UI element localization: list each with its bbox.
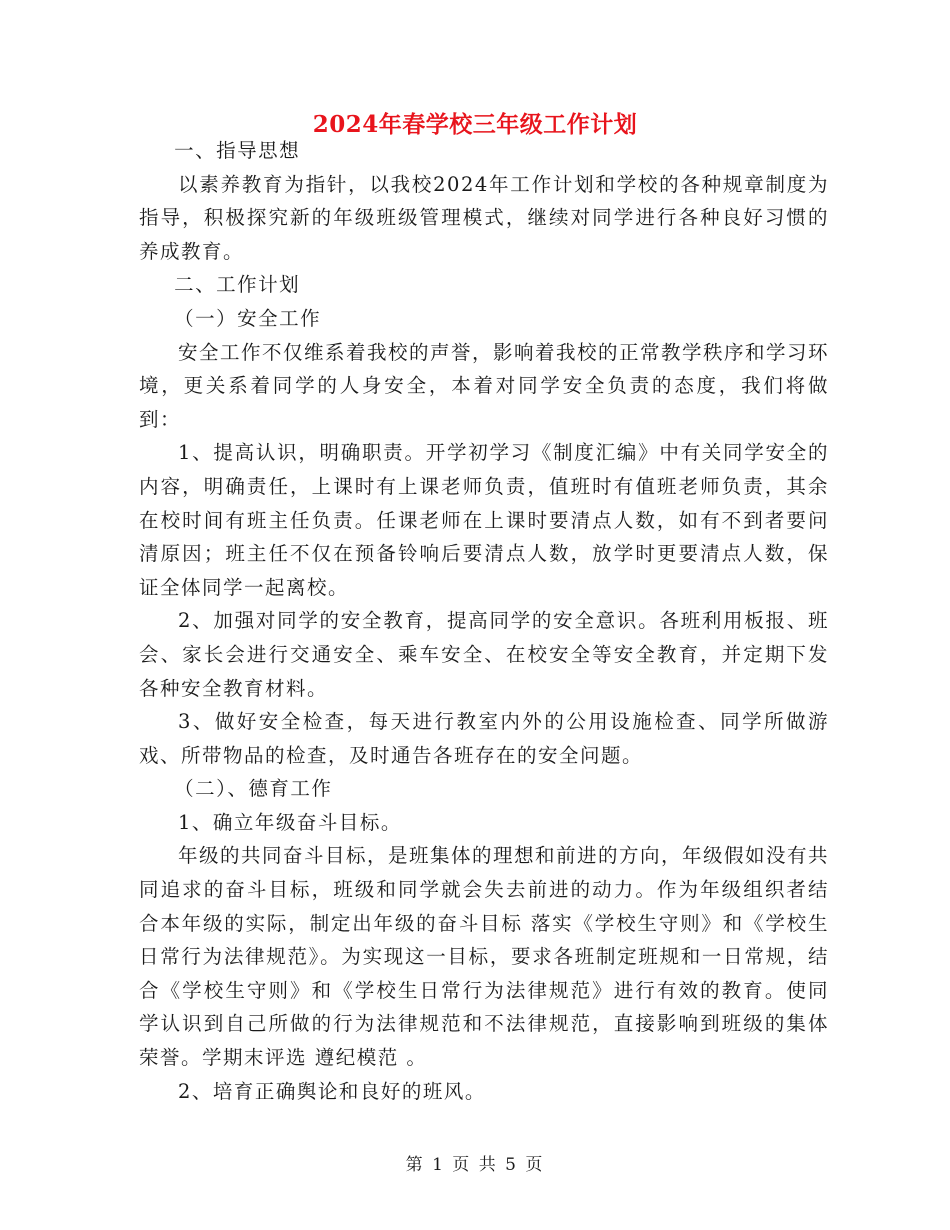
list-item: 1、确立年级奋斗目标。 [178, 810, 402, 834]
paragraph: 以素养教育为指针，以我校2024年工作计划和学校的各种规章制度为指导，积极探究新的年级班级管理模式，继续对同学进行各种良好习惯的养成教育。 [139, 172, 829, 263]
paragraph: 安全工作不仅维系着我校的声誉，影响着我校的正常教学秩序和学习环境，更关系着同学的人身安全，本着对同学安全负责的态度，我们将做到： [139, 340, 830, 431]
paragraph: 年级的共同奋斗目标，是班集体的理想和前进的方向，年级假如没有共同追求的奋斗目标，班级和同学就会失去前进的动力。作为年级组织者结合本年级的实际，制定出年级的奋斗目标 落实《学校生守则》和《学校生日常行为法律规范》。为实现这一目标，要求各班制定班规和一日常规，结合《学校生守则》和《学校生日常行为法律规范》进行有效的教育。使同学认识到自己所做的行为法律规范和不法律规范，直接影响到班级的集体荣誉。学期末评选 遵纪模范 。 [139, 844, 830, 1070]
list-item: 2、培育正确舆论和良好的班风。 [178, 1079, 486, 1103]
subsection-heading-safety: （一）安全工作 [174, 306, 322, 330]
section-heading-guiding-ideology: 一、指导思想 [174, 139, 301, 162]
section-heading-work-plan: 二、工作计划 [174, 273, 301, 297]
document-title: 2024年春学校三年级工作计划 [312, 111, 638, 138]
list-item: 2、加强对同学的安全教育，提高同学的安全意识。各班利用板报、班会、家长会进行交通安全、乘车安全、在校安全等安全教育，并定期下发各种安全教育材料。 [139, 609, 829, 700]
list-item: 3、做好安全检查，每天进行教室内外的公用设施检查、同学所做游戏、所带物品的检查，及时通告各班存在的安全问题。 [139, 710, 829, 767]
list-item: 1、提高认识，明确职责。开学初学习《制度汇编》中有关同学安全的内容，明确责任，上课时有上课老师负责，值班时有值班老师负责，其余在校时间有班主任负责。任课老师在上课时要清点人数，如有不到者要问清原因；班主任不仅在预备铃响后要清点人数，放学时更要清点人数，保证全体同学一起离校。 [139, 441, 829, 599]
document-body [139, 134, 829, 1108]
subsection-heading-moral-education: （二）、德育工作 [174, 777, 333, 801]
page-footer: 第 1 页 共 5 页 [405, 1155, 545, 1175]
